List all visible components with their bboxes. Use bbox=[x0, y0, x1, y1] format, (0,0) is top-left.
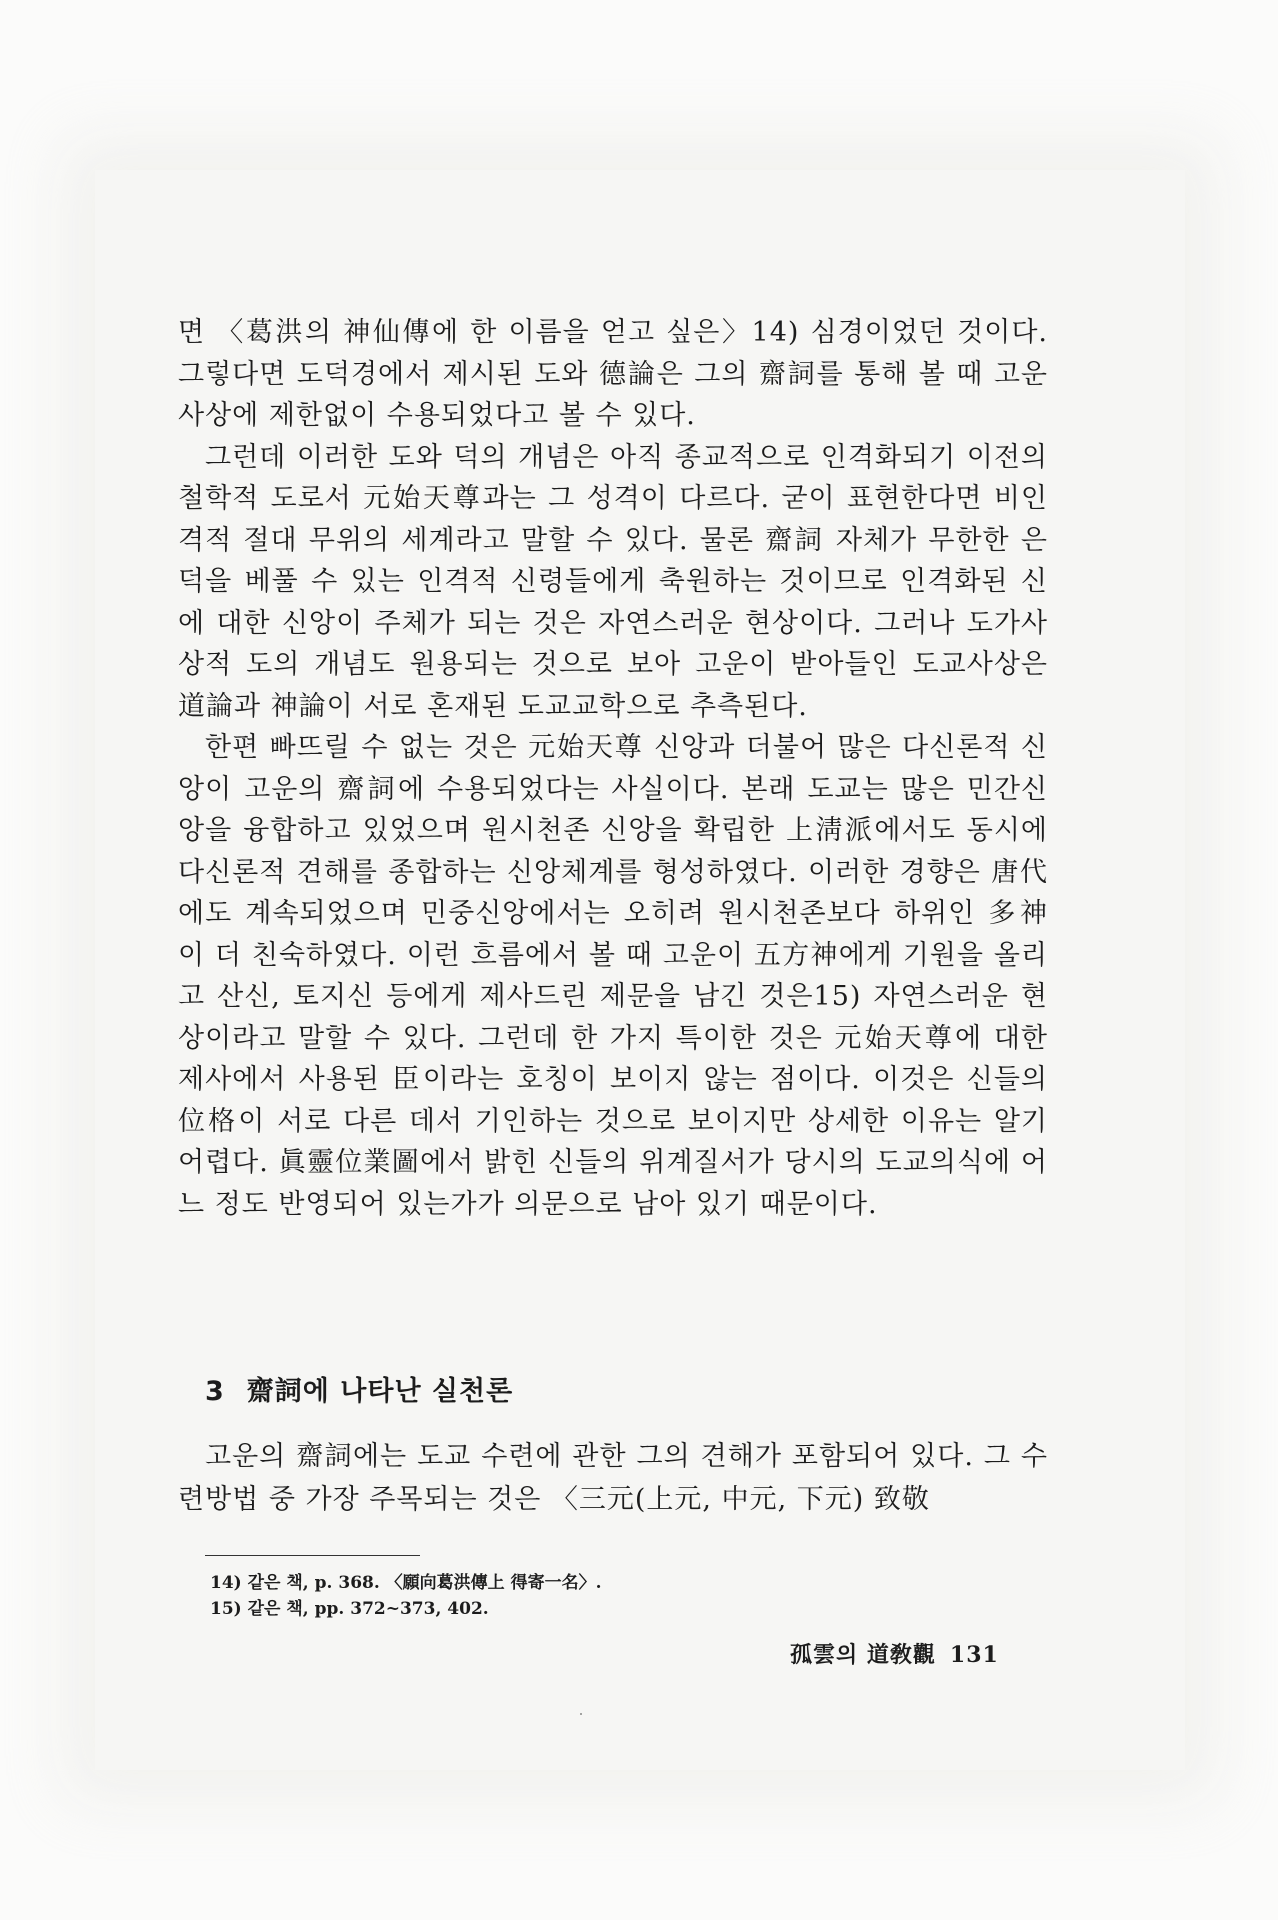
footnotes bbox=[210, 1570, 910, 1622]
footnote: 15) 같은 책, pp. 372~373, 402. bbox=[210, 1599, 489, 1619]
page-footer bbox=[790, 1638, 999, 1669]
footnote: 14) 같은 책, p. 368. 〈願向葛洪傳上 得寄一名〉. bbox=[210, 1573, 602, 1593]
paragraph-continuation: 면 〈葛洪의 神仙傳에 한 이름을 얻고 싶은〉14) 심경이었던 것이다. 그렇다면 도덕경에서 제시된 도와 德論은 그의 齋詞를 통해 볼 때 고운사상에 제한없이 수용되었다고 볼 수 있다. bbox=[178, 317, 1048, 431]
body-text bbox=[178, 312, 1048, 1225]
section-number: 3 bbox=[205, 1376, 225, 1407]
page-number: 131 bbox=[949, 1642, 999, 1668]
dust-speck bbox=[580, 1713, 582, 1715]
paragraph: 그런데 이러한 도와 덕의 개념은 아직 종교적으로 인격화되기 이전의 철학적 도로서 元始天尊과는 그 성격이 다르다. 굳이 표현한다면 비인격적 절대 무위의 세계라고 말할 수 있다. 물론 齋詞 자체가 무한한 은덕을 베풀 수 있는 인격적 신령들에게 축원하는 것이므로 인격화된 신에 대한 신앙이 주체가 되는 것은 자연스러운 현상이다. 그러나 도가사상적 도의 개념도 원용되는 것으로 보아 고운이 받아들인 도교사상은 道論과 神論이 서로 혼재된 도교교학으로 추측된다. bbox=[178, 441, 1048, 722]
paragraph: 한편 빠뜨릴 수 없는 것은 元始天尊 신앙과 더불어 많은 다신론적 신앙이 고운의 齋詞에 수용되었다는 사실이다. 본래 도교는 많은 민간신앙을 융합하고 있었으며 원시천존 신앙을 확립한 上淸派에서도 동시에 다신론적 견해를 종합하는 신앙체계를 형성하였다. 이러한 경향은 唐代에도 계속되었으며 민중신앙에서는 오히려 원시천존보다 하위인 多神이 더 친숙하였다. 이런 흐름에서 볼 때 고운이 五方神에게 기원을 올리고 산신, 토지신 등에게 제사드린 제문을 남긴 것은15) 자연스러운 현상이라고 말할 수 있다. 그런데 한 가지 특이한 것은 元始天尊에 대한 제사에서 사용된 臣이라는 호칭이 보이지 않는 점이다. 이것은 신들의 位格이 서로 다른 데서 기인하는 것으로 보이지만 상세한 이유는 알기 어렵다. 眞靈位業圖에서 밝힌 신들의 위계질서가 당시의 도교의식에 어느 정도 반영되어 있는가가 의문으로 남아 있기 때문이다. bbox=[178, 732, 1048, 1220]
section-body bbox=[178, 1435, 1048, 1521]
paragraph: 고운의 齋詞에는 도교 수련에 관한 그의 견해가 포함되어 있다. 그 수련방법 중 가장 주목되는 것은 〈三元(上元, 中元, 下元) 致敬 bbox=[178, 1441, 1048, 1515]
running-title: 孤雲의 道敎觀 bbox=[790, 1642, 936, 1668]
section-heading bbox=[205, 1369, 513, 1408]
section-title: 齋詞에 나타난 실천론 bbox=[246, 1376, 514, 1407]
footnote-rule bbox=[205, 1555, 420, 1556]
